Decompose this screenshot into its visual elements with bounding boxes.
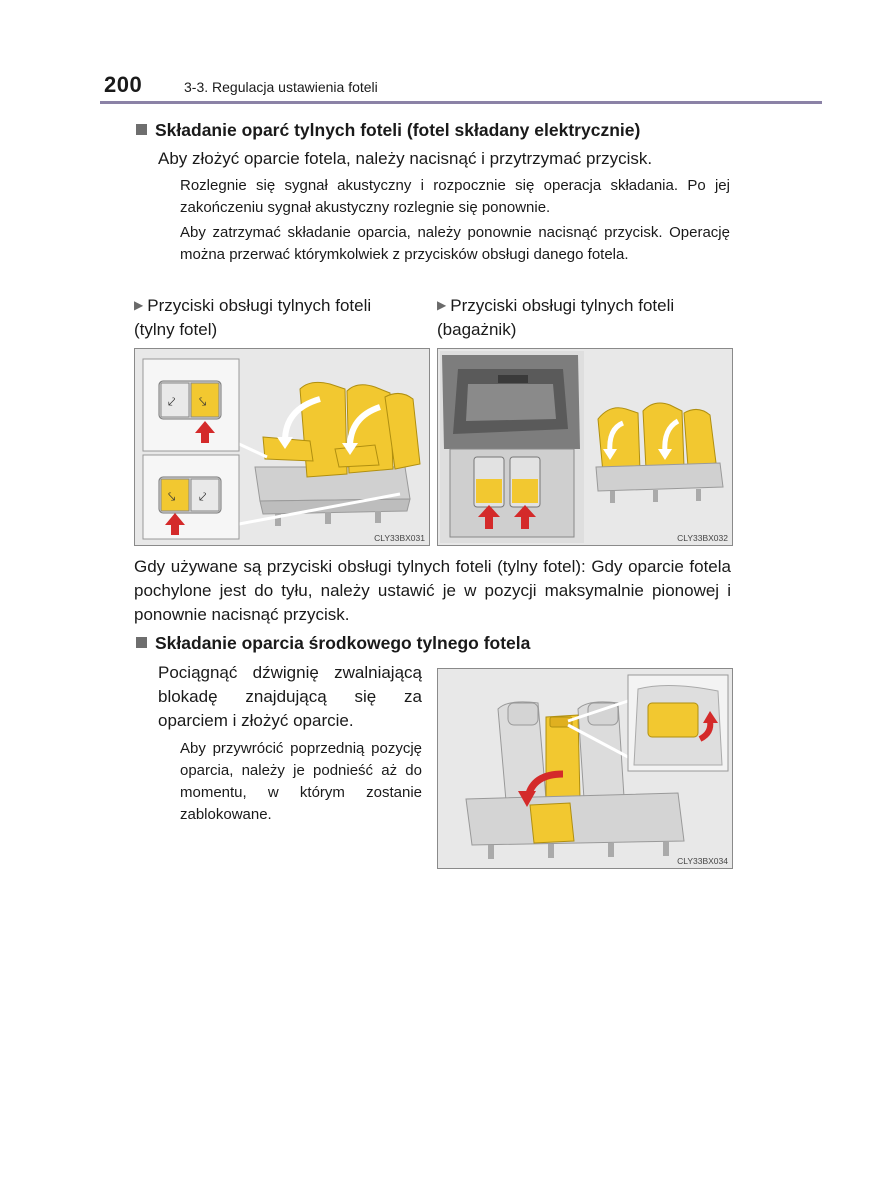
trunk-fold-illustration (438, 349, 732, 545)
svg-text:⤥: ⤥ (199, 395, 207, 410)
section2-heading: Składanie oparcia środkowego tylnego fotela (136, 633, 530, 654)
section2-text: Pociągnąć dźwignię zwalniającą blokadę znajdującą się za oparciem i złożyć oparcie. (158, 663, 422, 730)
figure-rear-seat-buttons (134, 348, 430, 546)
square-bullet-icon (136, 637, 147, 648)
svg-text:⤦: ⤦ (168, 395, 176, 410)
after-figures-text: Gdy używane są przyciski obsługi tylnych foteli (tylny fotel): Gdy oparcie fotela pochylone jest do tyłu, należy ustawić je w pozycji maksymalnie pionowej i ponownie nacisnąć przycisk. (134, 557, 731, 624)
svg-text:⤦: ⤦ (199, 490, 207, 505)
square-bullet-icon (136, 124, 147, 135)
header-rule (100, 101, 822, 104)
seat-fold-illustration (135, 349, 429, 545)
figure-center-seat-release (437, 668, 733, 869)
figure-code: CLY33BX031 (374, 533, 425, 543)
section2-note: Aby przywrócić poprzednią pozycję oparcia, należy je podnieść aż do momentu, w którym zostanie zablokowane. (180, 740, 422, 823)
section1-intro: Aby złożyć oparcie fotela, należy nacisnąć i przytrzymać przycisk. (158, 149, 653, 168)
label-trunk-buttons: ▶ Przyciski obsługi tylnych foteli (bagażnik) (437, 296, 675, 339)
section-title: 3-3. Regulacja ustawienia foteli (184, 79, 378, 95)
triangle-bullet-icon: ▶ (437, 298, 447, 312)
figure-code: CLY33BX032 (677, 533, 728, 543)
figure-code: CLY33BX034 (677, 856, 728, 866)
center-seat-illustration (438, 669, 732, 868)
page-number: 200 (104, 72, 143, 97)
section1-note1: Rozlegnie się sygnał akustyczny i rozpocznie się operacja składania. Po jej zakończeniu sygnał akustyczny rozlegnie się ponownie. (180, 177, 730, 216)
triangle-bullet-icon: ▶ (134, 298, 144, 312)
label-rear-seat-buttons: ▶ Przyciski obsługi tylnych foteli (tylny fotel) (134, 296, 372, 339)
svg-text:⤥: ⤥ (168, 490, 176, 505)
section1-note2: Aby zatrzymać składanie oparcia, należy ponownie nacisnąć przycisk. Operację można przerwać którymkolwiek z przycisków obsługi danego fotela. (180, 224, 730, 263)
section1-heading: Składanie oparć tylnych foteli (fotel składany elektrycznie) (136, 120, 640, 141)
figure-trunk-buttons (437, 348, 733, 546)
